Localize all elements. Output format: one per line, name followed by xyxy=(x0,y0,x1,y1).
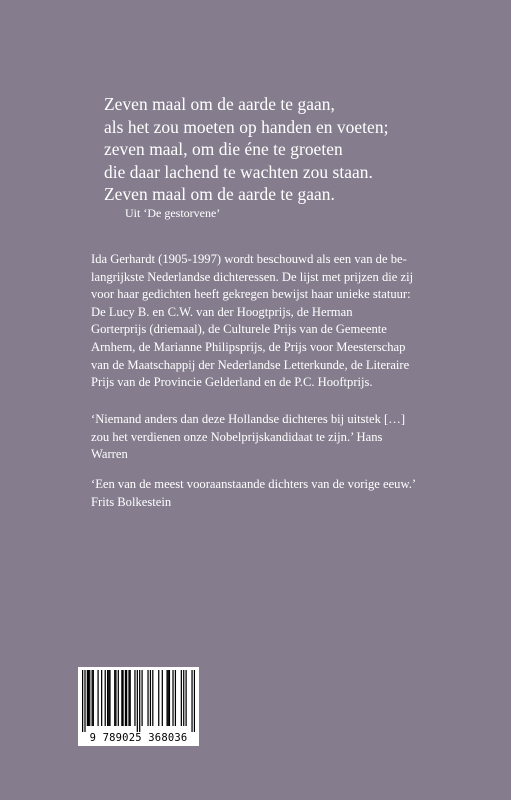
barcode-bar xyxy=(92,670,93,726)
barcode-bar xyxy=(185,670,186,726)
barcode-bar xyxy=(84,670,85,732)
barcode-bar xyxy=(97,670,98,726)
review-quote-warren xyxy=(91,411,491,464)
barcode-bar xyxy=(181,670,182,726)
bio-line: Prijs van de Provincie Gelderland en de P.C. Hooftprijs. xyxy=(91,375,373,390)
bio-line: Ida Gerhardt (1905-1997) wordt beschouwd als een van de be- xyxy=(91,252,407,266)
poem-line: zeven maal, om die éne te groeten xyxy=(104,139,343,160)
barcode-bar xyxy=(82,670,83,732)
bio-line: voor haar gedichten heeft gekregen bewijst haar unieke statuur: xyxy=(91,287,411,302)
barcode-bar xyxy=(166,670,167,726)
barcode-bar xyxy=(107,670,108,726)
barcode-bar xyxy=(128,670,129,726)
barcode-bar xyxy=(162,670,163,726)
barcode-bar xyxy=(183,670,184,726)
barcode-bars xyxy=(82,670,195,732)
barcode-bar xyxy=(175,670,176,726)
poem-excerpt xyxy=(104,93,484,206)
barcode-bar xyxy=(158,670,159,726)
barcode-bar xyxy=(169,670,170,726)
barcode-bar xyxy=(137,670,138,732)
poem-line: als het zou moeten op handen en voeten; xyxy=(104,116,389,137)
poem-line: die daar lachend te wachten zou staan. xyxy=(104,161,373,182)
barcode-bar xyxy=(152,670,153,726)
poem-line: Zeven maal om de aarde te gaan, xyxy=(104,94,335,114)
isbn-barcode xyxy=(78,667,199,746)
barcode-bar xyxy=(87,670,88,726)
barcode-bar xyxy=(139,670,140,732)
barcode-bar xyxy=(147,670,148,726)
barcode-bar xyxy=(122,670,123,726)
barcode-bar xyxy=(109,670,110,726)
barcode-bar xyxy=(172,670,173,726)
poem-line: Zeven maal om de aarde te gaan. xyxy=(104,184,335,205)
barcode-bar xyxy=(134,670,135,726)
barcode-bar xyxy=(191,670,192,732)
barcode-bar xyxy=(141,670,142,726)
barcode-bar xyxy=(150,670,151,726)
review-quote-bolkestein xyxy=(91,476,491,511)
barcode-bar xyxy=(194,670,195,732)
barcode-bar xyxy=(125,670,126,726)
bio-line: van de Maatschappij der Nederlandse Letterkunde, de Literaire xyxy=(91,357,410,372)
barcode-bar xyxy=(88,670,89,726)
barcode-bar xyxy=(101,670,102,726)
author-biography xyxy=(91,251,491,392)
barcode-bar xyxy=(126,670,127,726)
quote-line: ‘Een van de meest vooraanstaande dichters van de vorige eeuw.’ xyxy=(91,477,417,491)
barcode-bar xyxy=(114,670,115,726)
bio-line: Arnhem, de Marianne Philipsprijs, de Prijs voor Meesterschap xyxy=(91,339,406,354)
bio-line: De Lucy B. en C.W. van der Hoogtprijs, de Herman xyxy=(91,304,353,319)
barcode-bar xyxy=(93,670,94,726)
barcode-bar xyxy=(108,670,109,726)
quote-line: zou het verdienen onze Nobelprijskandidaat te zijn.’ Hans xyxy=(91,429,383,444)
barcode-bar xyxy=(105,670,106,726)
barcode-bar xyxy=(115,670,116,726)
poem-source: Uit ‘De gestorvene’ xyxy=(125,206,221,220)
barcode-bar xyxy=(118,670,119,726)
bio-line: Gorterprijs (driemaal), de Culturele Prijs van de Gemeente xyxy=(91,322,387,337)
barcode-bar xyxy=(89,670,90,726)
quote-line: Warren xyxy=(91,447,128,462)
quote-line: ‘Niemand anders dan deze Hollandse dichteres bij uitstek […] xyxy=(91,412,406,426)
isbn-number: 9 789025 368036 xyxy=(89,732,188,744)
barcode-bar xyxy=(121,670,122,726)
barcode-bar xyxy=(168,670,169,726)
barcode-bar xyxy=(130,670,131,726)
bio-line: langrijkste Nederlandse dichteressen. De lijst met prijzen die zij xyxy=(91,269,414,284)
quote-line: Frits Bolkestein xyxy=(91,494,172,509)
